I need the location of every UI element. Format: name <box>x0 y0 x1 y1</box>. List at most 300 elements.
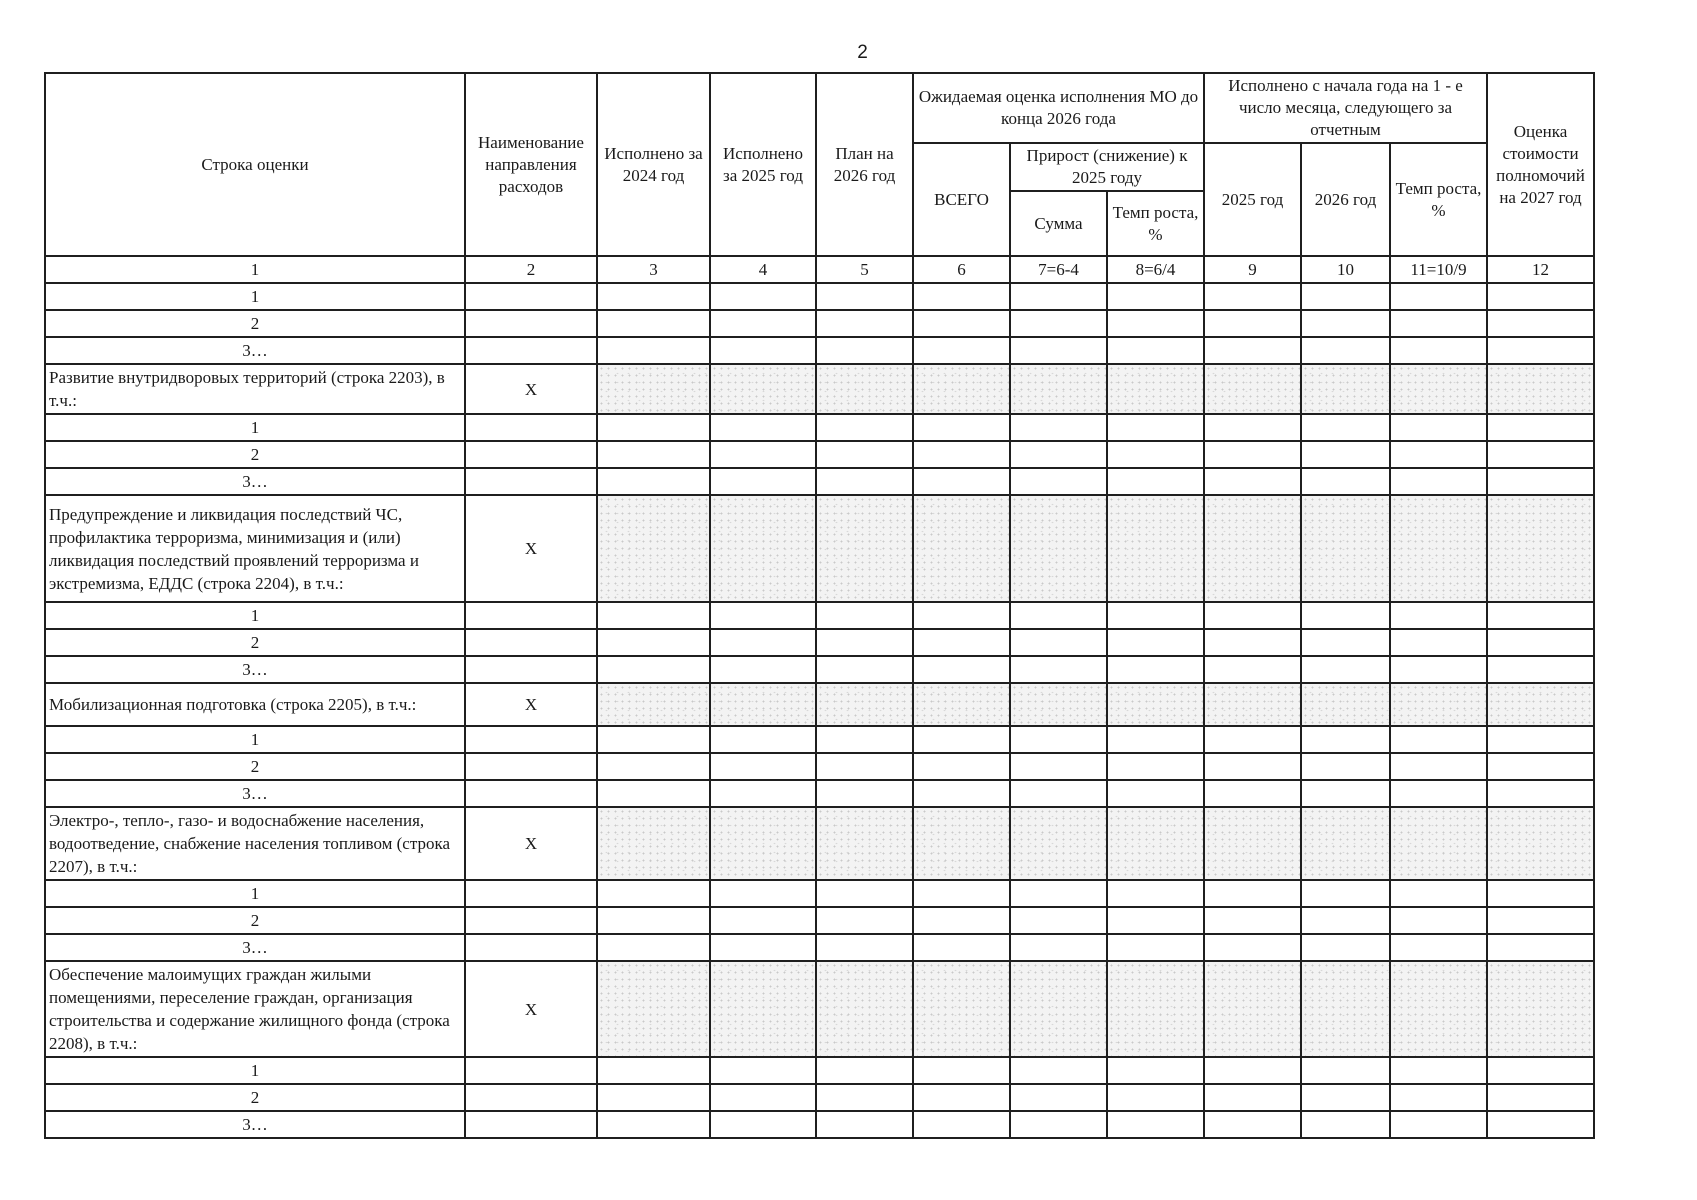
column-numbers-row <box>45 256 1594 283</box>
table-row <box>45 602 1594 629</box>
empty-cell <box>1204 468 1301 495</box>
empty-cell <box>1107 414 1204 441</box>
empty-cell <box>913 602 1010 629</box>
header-expected: Ожидаемая оценка исполнения МО до конца 2026 года <box>913 73 1204 143</box>
empty-cell <box>816 780 913 807</box>
column-number: 12 <box>1487 256 1594 283</box>
category-row <box>45 683 1594 726</box>
empty-cell <box>1487 414 1594 441</box>
empty-cell <box>597 880 710 907</box>
empty-cell <box>816 1057 913 1084</box>
empty-cell <box>1301 414 1390 441</box>
empty-cell <box>465 934 597 961</box>
empty-cell <box>1010 1111 1107 1138</box>
category-label: Обеспечение малоимущих граждан жилыми помещениями, переселение граждан, организация строительства и содержание жилищного фонда (строка 2208), в т.ч.: <box>45 961 465 1057</box>
column-number: 3 <box>597 256 710 283</box>
empty-cell <box>465 907 597 934</box>
table-row <box>45 337 1594 364</box>
empty-cell <box>1204 656 1301 683</box>
shaded-cell <box>710 495 816 602</box>
row-number: 1 <box>45 880 465 907</box>
empty-cell <box>1010 753 1107 780</box>
empty-cell <box>816 934 913 961</box>
empty-cell <box>597 726 710 753</box>
empty-cell <box>1301 283 1390 310</box>
empty-cell <box>1204 780 1301 807</box>
row-number: 1 <box>45 726 465 753</box>
empty-cell <box>1390 1057 1487 1084</box>
empty-cell <box>1390 656 1487 683</box>
empty-cell <box>1204 1057 1301 1084</box>
empty-cell <box>1301 880 1390 907</box>
empty-cell <box>816 468 913 495</box>
shaded-cell <box>1390 961 1487 1057</box>
header-growth-rate: Темп роста, % <box>1107 191 1204 256</box>
empty-cell <box>913 310 1010 337</box>
empty-cell <box>1301 441 1390 468</box>
table-row <box>45 414 1594 441</box>
empty-cell <box>1204 310 1301 337</box>
empty-cell <box>1487 1057 1594 1084</box>
shaded-cell <box>1204 495 1301 602</box>
empty-cell <box>1301 907 1390 934</box>
empty-cell <box>1010 310 1107 337</box>
row-number: 3… <box>45 1111 465 1138</box>
header-ytd: Исполнено с начала года на 1 - е число месяца, следующего за отчетным <box>1204 73 1487 143</box>
empty-cell <box>1010 656 1107 683</box>
empty-cell <box>1487 310 1594 337</box>
shaded-cell <box>1487 495 1594 602</box>
header-done-2024: Исполнено за 2024 год <box>597 73 710 256</box>
table-row <box>45 753 1594 780</box>
empty-cell <box>816 1084 913 1111</box>
empty-cell <box>1010 907 1107 934</box>
header-expected-total: ВСЕГО <box>913 143 1010 256</box>
shaded-cell <box>1487 683 1594 726</box>
table-row <box>45 468 1594 495</box>
empty-cell <box>1107 656 1204 683</box>
empty-cell <box>1487 337 1594 364</box>
header-ytd-2026: 2026 год <box>1301 143 1390 256</box>
empty-cell <box>597 1111 710 1138</box>
shaded-cell <box>1010 495 1107 602</box>
empty-cell <box>710 753 816 780</box>
empty-cell <box>597 310 710 337</box>
row-number: 3… <box>45 337 465 364</box>
shaded-cell <box>1010 961 1107 1057</box>
header-plan-2026: План на 2026 год <box>816 73 913 256</box>
empty-cell <box>1010 726 1107 753</box>
shaded-cell <box>1487 364 1594 414</box>
empty-cell <box>465 1057 597 1084</box>
empty-cell <box>465 656 597 683</box>
table-row <box>45 780 1594 807</box>
empty-cell <box>913 780 1010 807</box>
empty-cell <box>913 880 1010 907</box>
column-number: 7=6-4 <box>1010 256 1107 283</box>
category-row <box>45 364 1594 414</box>
row-number: 1 <box>45 283 465 310</box>
empty-cell <box>1487 1084 1594 1111</box>
empty-cell <box>597 753 710 780</box>
category-row <box>45 961 1594 1057</box>
empty-cell <box>710 337 816 364</box>
empty-cell <box>1204 753 1301 780</box>
empty-cell <box>1301 602 1390 629</box>
empty-cell <box>710 310 816 337</box>
empty-cell <box>1204 441 1301 468</box>
header-ytd-rate: Темп роста, % <box>1390 143 1487 256</box>
empty-cell <box>816 656 913 683</box>
empty-cell <box>913 441 1010 468</box>
empty-cell <box>710 468 816 495</box>
empty-cell <box>1107 907 1204 934</box>
empty-cell <box>1204 337 1301 364</box>
empty-cell <box>1301 726 1390 753</box>
empty-cell <box>1010 1084 1107 1111</box>
table-row <box>45 283 1594 310</box>
shaded-cell <box>597 807 710 880</box>
table-row <box>45 1111 1594 1138</box>
empty-cell <box>465 337 597 364</box>
empty-cell <box>710 656 816 683</box>
empty-cell <box>1010 414 1107 441</box>
row-number: 1 <box>45 1057 465 1084</box>
shaded-cell <box>597 495 710 602</box>
row-number: 1 <box>45 602 465 629</box>
shaded-cell <box>1010 683 1107 726</box>
category-row <box>45 807 1594 880</box>
empty-cell <box>465 629 597 656</box>
page-number: 2 <box>857 42 868 63</box>
estimate-table <box>44 72 1595 1139</box>
empty-cell <box>1107 880 1204 907</box>
empty-cell <box>913 629 1010 656</box>
empty-cell <box>465 753 597 780</box>
column-number: 6 <box>913 256 1010 283</box>
shaded-cell <box>1107 961 1204 1057</box>
empty-cell <box>597 468 710 495</box>
empty-cell <box>1107 753 1204 780</box>
empty-cell <box>597 441 710 468</box>
empty-cell <box>710 602 816 629</box>
category-mark: X <box>465 807 597 880</box>
empty-cell <box>597 934 710 961</box>
empty-cell <box>913 1111 1010 1138</box>
shaded-cell <box>913 364 1010 414</box>
shaded-cell <box>1301 807 1390 880</box>
empty-cell <box>1301 1057 1390 1084</box>
shaded-cell <box>1010 364 1107 414</box>
empty-cell <box>465 602 597 629</box>
empty-cell <box>1487 880 1594 907</box>
row-number: 1 <box>45 414 465 441</box>
empty-cell <box>1390 780 1487 807</box>
empty-cell <box>597 629 710 656</box>
empty-cell <box>465 726 597 753</box>
empty-cell <box>1487 656 1594 683</box>
empty-cell <box>710 934 816 961</box>
shaded-cell <box>1390 807 1487 880</box>
empty-cell <box>913 656 1010 683</box>
table-row <box>45 934 1594 961</box>
empty-cell <box>597 1084 710 1111</box>
shaded-cell <box>1204 961 1301 1057</box>
column-number: 5 <box>816 256 913 283</box>
empty-cell <box>1487 1111 1594 1138</box>
empty-cell <box>710 907 816 934</box>
empty-cell <box>597 337 710 364</box>
empty-cell <box>1204 1111 1301 1138</box>
empty-cell <box>816 726 913 753</box>
empty-cell <box>1301 310 1390 337</box>
empty-cell <box>1010 780 1107 807</box>
shaded-cell <box>913 961 1010 1057</box>
empty-cell <box>1390 1084 1487 1111</box>
empty-cell <box>1487 629 1594 656</box>
empty-cell <box>1204 629 1301 656</box>
empty-cell <box>1487 468 1594 495</box>
empty-cell <box>1487 934 1594 961</box>
empty-cell <box>1107 1111 1204 1138</box>
empty-cell <box>816 753 913 780</box>
empty-cell <box>1107 1084 1204 1111</box>
empty-cell <box>1107 283 1204 310</box>
empty-cell <box>465 310 597 337</box>
header-direction: Наименование направления расходов <box>465 73 597 256</box>
category-mark: X <box>465 364 597 414</box>
shaded-cell <box>1204 683 1301 726</box>
empty-cell <box>1301 780 1390 807</box>
empty-cell <box>465 880 597 907</box>
empty-cell <box>1107 780 1204 807</box>
empty-cell <box>1487 441 1594 468</box>
empty-cell <box>1204 283 1301 310</box>
empty-cell <box>1010 629 1107 656</box>
row-number: 3… <box>45 780 465 807</box>
empty-cell <box>913 283 1010 310</box>
empty-cell <box>1390 629 1487 656</box>
empty-cell <box>1487 907 1594 934</box>
empty-cell <box>1390 907 1487 934</box>
shaded-cell <box>1107 364 1204 414</box>
column-number: 1 <box>45 256 465 283</box>
empty-cell <box>1107 441 1204 468</box>
row-number: 2 <box>45 1084 465 1111</box>
table-row <box>45 310 1594 337</box>
empty-cell <box>913 337 1010 364</box>
empty-cell <box>1204 414 1301 441</box>
empty-cell <box>465 1084 597 1111</box>
empty-cell <box>1301 1111 1390 1138</box>
empty-cell <box>913 468 1010 495</box>
shaded-cell <box>1390 495 1487 602</box>
shaded-cell <box>597 364 710 414</box>
shaded-cell <box>1107 495 1204 602</box>
table-row <box>45 726 1594 753</box>
category-mark: X <box>465 683 597 726</box>
shaded-cell <box>1204 807 1301 880</box>
empty-cell <box>816 441 913 468</box>
empty-cell <box>913 726 1010 753</box>
empty-cell <box>816 602 913 629</box>
empty-cell <box>913 907 1010 934</box>
empty-cell <box>1107 629 1204 656</box>
table-header <box>45 73 1594 256</box>
empty-cell <box>1301 1084 1390 1111</box>
header-estimate-2027: Оценка стоимости полномочий на 2027 год <box>1487 73 1594 256</box>
empty-cell <box>1390 726 1487 753</box>
empty-cell <box>597 602 710 629</box>
column-number: 2 <box>465 256 597 283</box>
header-done-2025: Исполнено за 2025 год <box>710 73 816 256</box>
empty-cell <box>1390 310 1487 337</box>
empty-cell <box>597 414 710 441</box>
row-number: 2 <box>45 310 465 337</box>
empty-cell <box>1204 1084 1301 1111</box>
empty-cell <box>710 283 816 310</box>
empty-cell <box>1010 337 1107 364</box>
shaded-cell <box>597 961 710 1057</box>
empty-cell <box>1487 726 1594 753</box>
shaded-cell <box>1390 683 1487 726</box>
empty-cell <box>1204 934 1301 961</box>
shaded-cell <box>710 364 816 414</box>
row-number: 3… <box>45 468 465 495</box>
table-row <box>45 1057 1594 1084</box>
empty-cell <box>597 907 710 934</box>
empty-cell <box>1487 602 1594 629</box>
empty-cell <box>1390 414 1487 441</box>
empty-cell <box>1010 602 1107 629</box>
shaded-cell <box>1301 961 1390 1057</box>
empty-cell <box>1487 753 1594 780</box>
empty-cell <box>1301 629 1390 656</box>
empty-cell <box>1390 1111 1487 1138</box>
category-label: Мобилизационная подготовка (строка 2205), в т.ч.: <box>45 683 465 726</box>
row-number: 2 <box>45 629 465 656</box>
category-label: Электро-, тепло-, газо- и водоснабжение населения, водоотведение, снабжение населения топливом (строка 2207), в т.ч.: <box>45 807 465 880</box>
empty-cell <box>1301 934 1390 961</box>
category-mark: X <box>465 961 597 1057</box>
empty-cell <box>816 310 913 337</box>
shaded-cell <box>913 495 1010 602</box>
empty-cell <box>710 1057 816 1084</box>
empty-cell <box>710 414 816 441</box>
empty-cell <box>597 1057 710 1084</box>
empty-cell <box>1390 753 1487 780</box>
category-label: Развитие внутридворовых территорий (строка 2203), в т.ч.: <box>45 364 465 414</box>
shaded-cell <box>710 683 816 726</box>
empty-cell <box>1010 934 1107 961</box>
empty-cell <box>1301 656 1390 683</box>
empty-cell <box>816 907 913 934</box>
header-growth: Прирост (снижение) к 2025 году <box>1010 143 1204 191</box>
empty-cell <box>913 414 1010 441</box>
empty-cell <box>1010 283 1107 310</box>
shaded-cell <box>710 807 816 880</box>
shaded-cell <box>816 364 913 414</box>
empty-cell <box>1107 468 1204 495</box>
shaded-cell <box>913 807 1010 880</box>
empty-cell <box>913 1057 1010 1084</box>
column-number: 10 <box>1301 256 1390 283</box>
row-number: 2 <box>45 907 465 934</box>
shaded-cell <box>1487 807 1594 880</box>
shaded-cell <box>710 961 816 1057</box>
column-number: 11=10/9 <box>1390 256 1487 283</box>
shaded-cell <box>1301 683 1390 726</box>
empty-cell <box>913 753 1010 780</box>
empty-cell <box>1390 337 1487 364</box>
empty-cell <box>1390 880 1487 907</box>
empty-cell <box>1390 283 1487 310</box>
empty-cell <box>597 283 710 310</box>
column-number: 9 <box>1204 256 1301 283</box>
header-row-label: Строка оценки <box>45 73 465 256</box>
shaded-cell <box>1010 807 1107 880</box>
empty-cell <box>465 441 597 468</box>
row-number: 2 <box>45 753 465 780</box>
empty-cell <box>1301 753 1390 780</box>
empty-cell <box>710 780 816 807</box>
table-row <box>45 441 1594 468</box>
empty-cell <box>465 468 597 495</box>
empty-cell <box>710 1111 816 1138</box>
empty-cell <box>1390 602 1487 629</box>
empty-cell <box>816 414 913 441</box>
empty-cell <box>913 1084 1010 1111</box>
column-number: 8=6/4 <box>1107 256 1204 283</box>
category-label: Предупреждение и ликвидация последствий ЧС, профилактика терроризма, минимизация и (или) ликвидация последствий проявлений терроризма и экстремизма, ЕДДС (строка 2204), в т.ч.: <box>45 495 465 602</box>
empty-cell <box>597 656 710 683</box>
empty-cell <box>1107 310 1204 337</box>
empty-cell <box>816 337 913 364</box>
shaded-cell <box>1487 961 1594 1057</box>
shaded-cell <box>1390 364 1487 414</box>
table-row <box>45 880 1594 907</box>
empty-cell <box>710 441 816 468</box>
shaded-cell <box>816 683 913 726</box>
category-row <box>45 495 1594 602</box>
empty-cell <box>1107 726 1204 753</box>
empty-cell <box>1204 602 1301 629</box>
empty-cell <box>710 726 816 753</box>
shaded-cell <box>1301 364 1390 414</box>
shaded-cell <box>1301 495 1390 602</box>
category-mark: X <box>465 495 597 602</box>
empty-cell <box>1301 468 1390 495</box>
table-row <box>45 1084 1594 1111</box>
row-number: 3… <box>45 934 465 961</box>
empty-cell <box>1390 468 1487 495</box>
empty-cell <box>1107 934 1204 961</box>
empty-cell <box>1390 441 1487 468</box>
row-number: 3… <box>45 656 465 683</box>
shaded-cell <box>913 683 1010 726</box>
shaded-cell <box>1107 683 1204 726</box>
shaded-cell <box>1107 807 1204 880</box>
header-ytd-2025: 2025 год <box>1204 143 1301 256</box>
empty-cell <box>1487 780 1594 807</box>
empty-cell <box>465 1111 597 1138</box>
empty-cell <box>1487 283 1594 310</box>
empty-cell <box>710 629 816 656</box>
row-number: 2 <box>45 441 465 468</box>
empty-cell <box>1010 880 1107 907</box>
empty-cell <box>1107 602 1204 629</box>
table-row <box>45 629 1594 656</box>
